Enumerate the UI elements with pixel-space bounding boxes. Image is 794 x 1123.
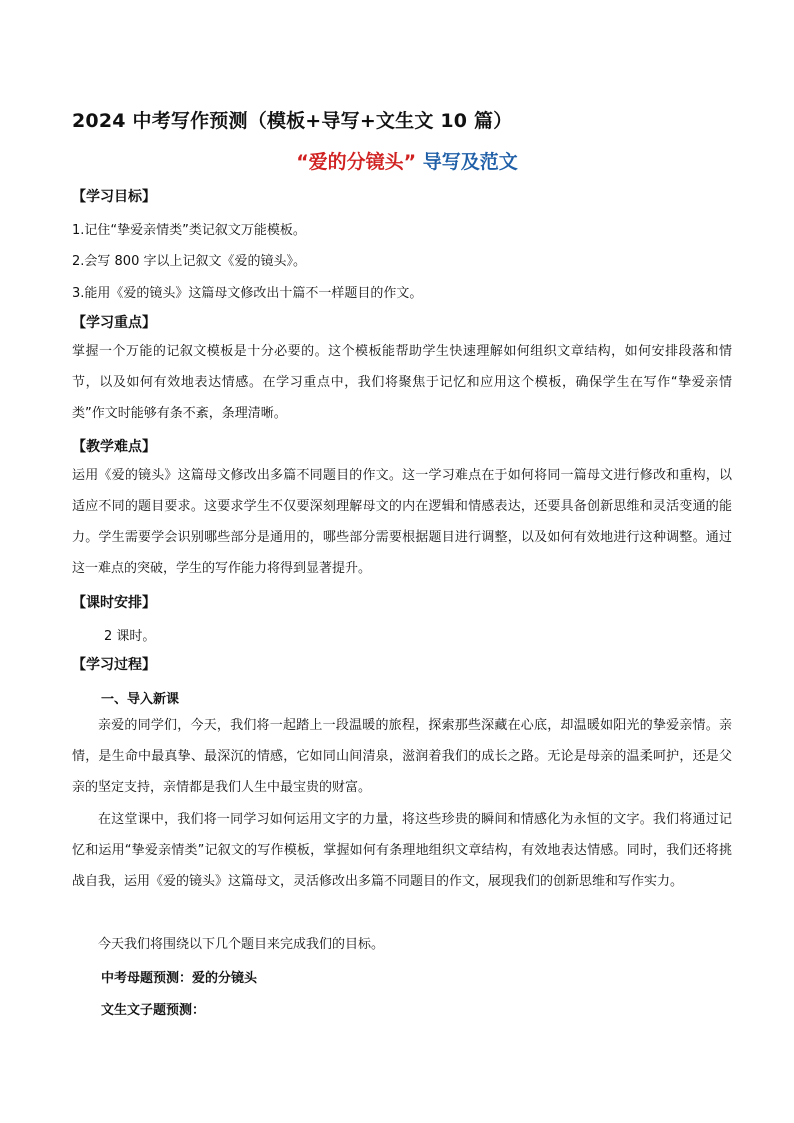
heading-schedule: 【课时安排】 xyxy=(72,595,156,611)
intro-heading: 一、导入新课 xyxy=(101,692,180,707)
difficulty-paragraph: 运用《爱的镜头》这篇母文修改出多篇不同题目的作文。这一学习难点在于如何将同一篇母文进行修改和重构，以适应不同的题目要求。这要求学生不仅要深刻理解母文的内在逻辑和情感表达，还要具备创新思维和灵活变通的能力。学生需要学会识别哪些部分是通用的，哪些部分需要根据题目进行调整，以及如何有效地进行这种调整。通过这一难点的突破，学生的写作能力将得到显著提升。 xyxy=(72,468,732,576)
subtitle-topic: “爱的分镜头” xyxy=(296,151,417,173)
heading-learning-focus: 【学习重点】 xyxy=(72,315,156,331)
child-title-prediction: 文生文子题预测： xyxy=(101,1003,206,1018)
heading-learning-goals: 【学习目标】 xyxy=(72,189,156,205)
heading-learning-process: 【学习过程】 xyxy=(72,657,156,673)
process-paragraph-2: 在这堂课中，我们将一同学习如何运用文字的力量，将这些珍贵的瞬间和情感化为永恒的文字。我们将通过记忆和运用“挚爱亲情类”记叙文的写作模板，掌握如何有条理地组织文章结构，有效地表达情感。同时，我们还将挑战自我，运用《爱的镜头》这篇母文，灵活修改出多篇不同题目的作文，展现我们的创新思维和写作实力。 xyxy=(72,812,732,889)
document-title: 2024 中考写作预测（模板+导写+文生文 10 篇） xyxy=(72,110,513,132)
subtitle-label: 导写及范文 xyxy=(422,151,518,173)
process-paragraph-3: 今天我们将围绕以下几个题目来完成我们的目标。 xyxy=(98,937,385,952)
heading-teaching-difficulty: 【教学难点】 xyxy=(72,439,156,455)
focus-paragraph: 掌握一个万能的记叙文模板是十分必要的。这个模板能帮助学生快速理解如何组织文章结构，如何安排段落和情节，以及如何有效地表达情感。在学习重点中，我们将聚焦于记忆和应用这个模板，确保学生在写作“挚爱亲情类”作文时能够有条不紊，条理清晰。 xyxy=(72,344,732,421)
process-paragraph-1: 亲爱的同学们，今天，我们将一起踏上一段温暖的旅程，探索那些深藏在心底，却温暖如阳光的挚爱亲情。亲情，是生命中最真挚、最深沉的情感，它如同山间清泉，滋润着我们的成长之路。无论是母亲的温柔呵护，还是父亲的坚定支持，亲情都是我们人生中最宝贵的财富。 xyxy=(72,718,732,795)
document-subtitle xyxy=(0,147,794,174)
goal-item-3: 3.能用《爱的镜头》这篇母文修改出十篇不一样题目的作文。 xyxy=(72,286,423,301)
goal-item-1: 1.记住“挚爱亲情类”类记叙文万能模板。 xyxy=(72,223,306,238)
mother-title-prediction: 中考母题预测：爱的分镜头 xyxy=(101,971,258,986)
goal-item-2: 2.会写 800 字以上记叙文《爱的镜头》。 xyxy=(72,254,306,269)
schedule-text: 2 课时。 xyxy=(104,629,156,644)
